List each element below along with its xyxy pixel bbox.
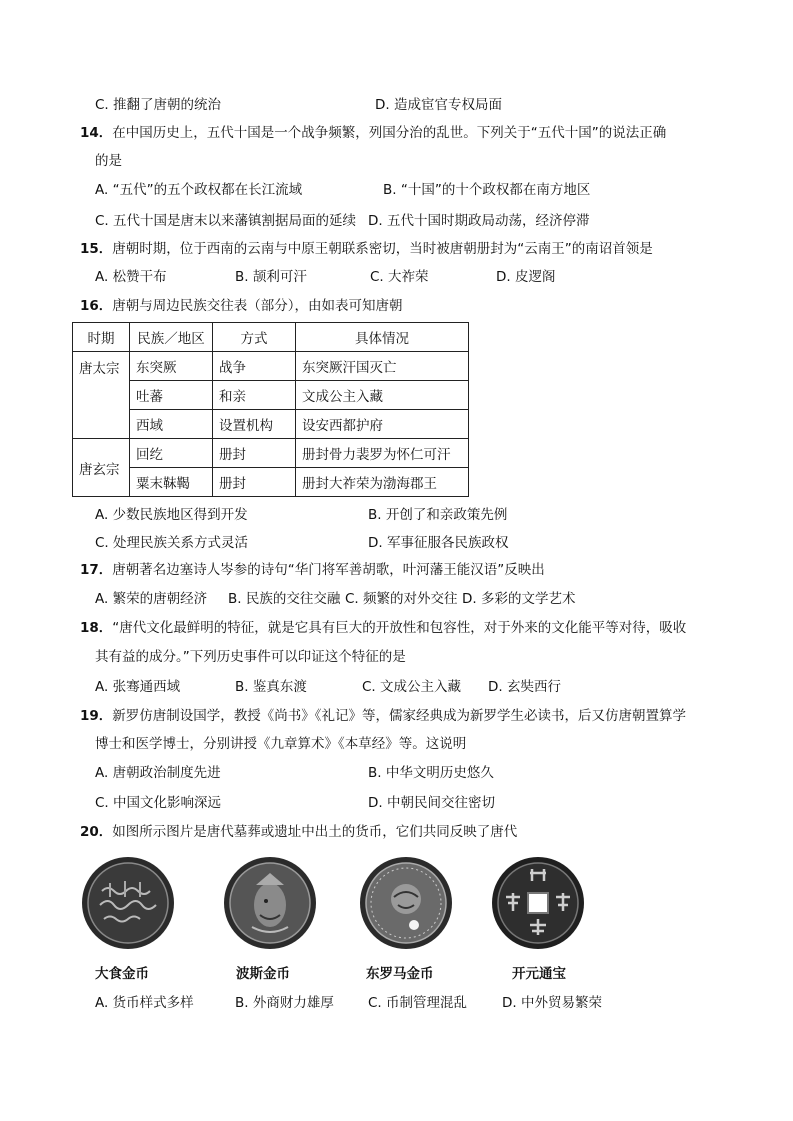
q17-stem [80,561,545,579]
q16-stem-text: 唐朝与周边民族交往表（部分），由如表可知唐朝 [112,298,403,314]
q14-stem-line2: 的是 [95,153,122,169]
q20-option-b: B. 外商财力雄厚 [235,995,334,1011]
table-row [73,410,469,439]
q16-number: 16． [80,298,113,314]
q19-number: 19． [80,708,113,724]
q16-stem [80,297,403,315]
q17-number: 17． [80,562,113,578]
q15-option-b: B. 颉利可汗 [235,269,307,285]
relations-table [72,322,469,497]
table-cell: 文成公主入藏 [296,381,469,410]
q17-option-a: A. 繁荣的唐朝经济 [95,591,208,607]
q19-stem-line1: 新罗仿唐制设国学，教授《尚书》《礼记》等，儒家经典成为新罗学生必读书，后又仿唐朝置算学 [112,708,687,724]
q14-stem [80,124,666,142]
coin-label-persian: 波斯金币 [236,966,290,982]
q16-option-b: B. 开创了和亲政策先例 [368,507,508,523]
table-row [73,439,469,468]
q19-option-c: C. 中国文化影响深远 [95,795,222,811]
q15-option-c: C. 大祚荣 [370,269,429,285]
table-cell-period: 唐太宗 [73,352,130,439]
table-cell: 册封骨力裴罗为怀仁可汗 [296,439,469,468]
table-cell: 西域 [130,410,213,439]
q18-stem-line2: 其有益的成分。”下列历史事件可以印证这个特征的是 [95,649,406,665]
table-header-method: 方式 [213,323,296,352]
coin-label-kaiyuan: 开元通宝 [512,966,566,982]
q18-number: 18． [80,620,113,636]
q15-stem-text: 唐朝时期，位于西南的云南与中原王朝联系密切，当时被唐朝册封为“云南王”的南诏首领是 [112,241,653,257]
persian-gold-coin-image [222,855,318,951]
byzantine-gold-coin-image [358,855,454,951]
q14-option-c: C. 五代十国是唐末以来藩镇割据局面的延续 [95,213,357,229]
q13-option-d: D. 造成宦官专权局面 [375,97,502,113]
table-cell: 吐蕃 [130,381,213,410]
coin-label-dashi: 大食金币 [95,966,149,982]
q18-option-c: C. 文成公主入藏 [362,679,462,695]
q15-stem [80,240,653,258]
q16-option-c: C. 处理民族关系方式灵活 [95,535,249,551]
q20-stem-text: 如图所示图片是唐代墓葬或遗址中出土的货币，它们共同反映了唐代 [112,824,518,840]
q19-option-b: B. 中华文明历史悠久 [368,765,494,781]
q16-option-a: A. 少数民族地区得到开发 [95,507,248,523]
q13-option-c: C. 推翻了唐朝的统治 [95,97,222,113]
table-header-row [73,323,469,352]
q20-number: 20． [80,824,113,840]
table-cell: 和亲 [213,381,296,410]
table-cell: 战争 [213,352,296,381]
table-cell: 册封大祚荣为渤海郡王 [296,468,469,497]
dashi-gold-coin-image [80,855,176,951]
q18-option-a: A. 张骞通西域 [95,679,181,695]
table-cell: 设置机构 [213,410,296,439]
coin-label-byzantine: 东罗马金币 [366,966,434,982]
q14-number: 14． [80,125,113,141]
table-cell: 回纥 [130,439,213,468]
q16-option-d: D. 军事征服各民族政权 [368,535,509,551]
q19-stem-line2: 博士和医学博士，分别讲授《九章算术》《本草经》等。这说明 [95,736,467,752]
table-cell: 设安西都护府 [296,410,469,439]
table-cell: 册封 [213,439,296,468]
q18-stem [80,619,686,637]
q20-option-c: C. 币制管理混乱 [368,995,468,1011]
q17-stem-text: 唐朝著名边塞诗人岑参的诗句“华门将军善胡歌，叶河藩王能汉语”反映出 [112,562,545,578]
kaiyuan-tongbao-coin-image [490,855,586,951]
q14-option-d: D. 五代十国时期政局动荡，经济停滞 [368,213,590,229]
q18-stem-line1: “唐代文化最鲜明的特征，就是它具有巨大的开放性和包容性，对于外来的文化能平等对待，吸收 [112,620,687,636]
q17-option-d: D. 多彩的文学艺术 [462,591,576,607]
q20-option-d: D. 中外贸易繁荣 [502,995,602,1011]
q19-option-a: A. 唐朝政治制度先进 [95,765,221,781]
table-header-details: 具体情况 [296,323,469,352]
table-header-period: 时期 [73,323,130,352]
q17-option-b: B. 民族的交往交融 [228,591,341,607]
q19-stem [80,707,686,725]
table-cell: 东突厥 [130,352,213,381]
q14-option-b: B. “十国”的十个政权都在南方地区 [383,182,591,198]
q17-option-c: C. 频繁的对外交往 [345,591,458,607]
q19-option-d: D. 中朝民间交往密切 [368,795,495,811]
q14-stem-line1: 在中国历史上，五代十国是一个战争频繁，列国分治的乱世。下列关于“五代十国”的说法正确 [112,125,667,141]
table-row [73,468,469,497]
table-cell-period: 唐玄宗 [73,439,130,497]
table-row [73,381,469,410]
table-cell: 粟末靺鞨 [130,468,213,497]
table-cell: 册封 [213,468,296,497]
table-cell: 东突厥汗国灭亡 [296,352,469,381]
q20-stem [80,823,517,841]
q18-option-b: B. 鉴真东渡 [235,679,307,695]
q20-option-a: A. 货币样式多样 [95,995,194,1011]
q15-option-a: A. 松赞干布 [95,269,167,285]
q14-option-a: A. “五代”的五个政权都在长江流域 [95,182,303,198]
q15-number: 15． [80,241,113,257]
q18-option-d: D. 玄奘西行 [488,679,561,695]
table-row [73,352,469,381]
q15-option-d: D. 皮逻阁 [496,269,556,285]
table-header-ethnic: 民族／地区 [130,323,213,352]
